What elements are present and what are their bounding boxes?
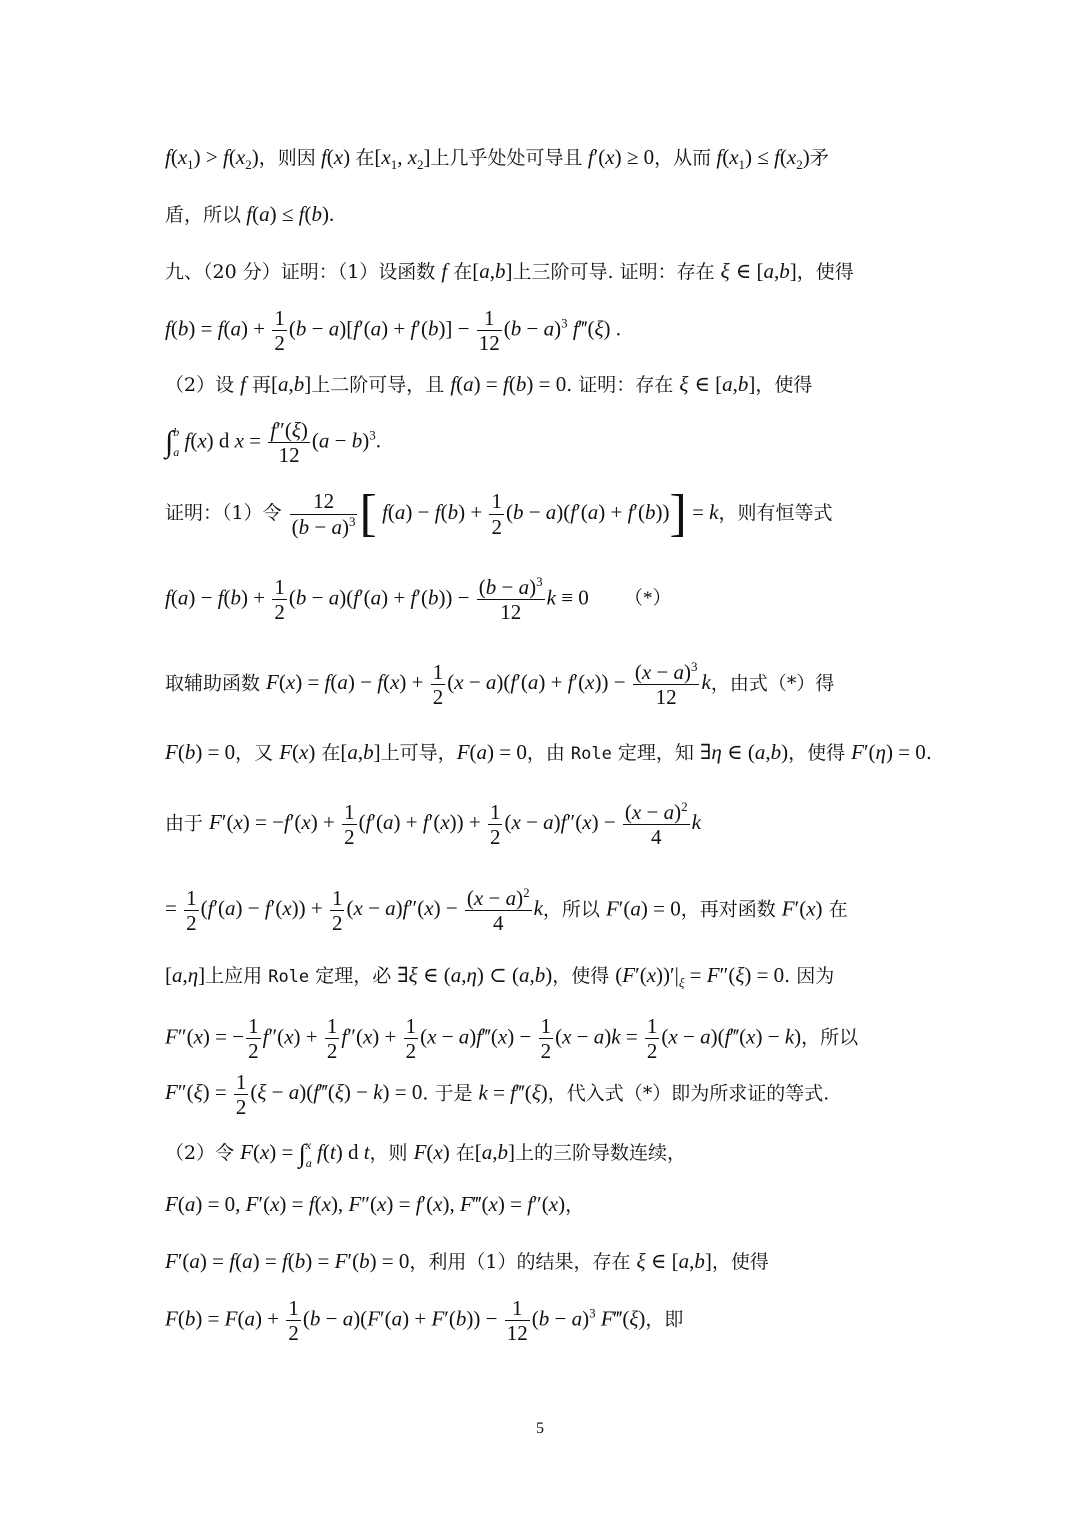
text-line: F(b) = 0，又 F(x) 在[a,b]上可导，F(a) = 0，由 Role 定理，知 ∃η ∈ (a,b)，使得 F′(η) = 0. — [165, 740, 932, 764]
text-line: [a,η]上应用 Role 定理，必 ∃ξ ∈ (a,η) ⊂ (a,b)，使得 $(F'(x))'|_\xi = F''(\xi) = 0$. 因为 — [165, 963, 835, 991]
text-line: F′(a) = f(a) = f(b) = F′(b) = 0，利用（1）的结果，存在 ξ ∈ [a,b]，使得 — [165, 1249, 769, 1273]
page-number: 5 — [536, 1420, 544, 1437]
text-line: = $\frac{1}{2}$ (f′(a) − f′(x)) + $\frac{1}{2}$ (x − a)f″(x) − $\frac{(x - a)^2}{4}$ k，所以 F′(a) = 0，再对函数 F′(x) 在 — [165, 885, 848, 936]
formula-line: ∫b a f(x) d x = $\frac{f''(\xi)}{12}$ $(a - b)^3$. — [165, 418, 381, 468]
formula-line: f(a) − f(b) + $\frac{1}{2}$ (b − a)(f′(a) + f′(b)) − $\frac{(b - a)^3}{12}$ k ≡ 0 （*） — [165, 574, 672, 625]
text-line: F″(ξ) = $\frac{1}{2}$ (ξ − a)(f‴(ξ) − k) = 0. 于是 k = f‴(ξ)，代入式（*）即为所求证的等式. — [165, 1070, 830, 1120]
text-line: （2）令 F(x) = ∫x a f(t) d t，则 F(x) 在[a,b]上的三阶导数连续， — [165, 1138, 687, 1170]
text-line: 盾，所以 f(a) ≤ f(b). — [165, 202, 335, 226]
formula-line: f(b) = f(a) + $\frac{1}{2}$ (b − a)[f′(a) + f′(b)] − $\frac{1}{12}$ $(b - a)^3$ f‴(ξ) . — [165, 306, 621, 356]
formula-line: F″(x) = − $\frac{1}{2}$ f″(x) + $\frac{1}{2}$ f″(x) + $\frac{1}{2}$ (x − a)f‴(x) − $\frac{1}{2}$ (x − a)k = $\frac{1}{2}$ (x − a)(f‴(x) − k)，所以 — [165, 1014, 859, 1064]
text-line: 取辅助函数 F(x) = f(a) − f(x) + $\frac{1}{2}$ (x − a)(f′(a) + f′(x)) − $\frac{(x - a)^3}{12}$ k，由式（*）得 — [165, 659, 835, 710]
formula-line: F(b) = F(a) + $\frac{1}{2}$ (b − a)(F′(a) + F′(b)) − $\frac{1}{12}$ $(b - a)^3$ F‴(ξ)，即 — [165, 1296, 684, 1346]
text-line: （2）设 f 再[a,b]上二阶可导，且 f(a) = f(b) = 0. 证明：存在 ξ ∈ [a,b]，使得 — [165, 372, 813, 396]
text-line: $f(x_1) > f(x_2)$，则因 f(x) 在[$x_1$, $x_2$]上几乎处处可导且 f′(x) ≥ 0，从而 $f(x_1) \le f(x_2)$矛 — [165, 145, 829, 173]
formula-line: F(a) = 0, F′(x) = f(x), F″(x) = f′(x), F‴(x) = f″(x)， — [165, 1192, 585, 1216]
problem-heading: 九、（20 分）证明：（1）设函数 f 在[a,b]上三阶可导. 证明：存在 ξ ∈ [a,b]，使得 — [165, 259, 854, 283]
text-line: 证明：（1）令 $\frac{12}{(b - a)^3}$ [ f(a) − f(b) + $\frac{1}{2}$ (b − a)(f′(a) + f′(b))] = k，则有恒等式 — [165, 485, 833, 542]
text-line: 由于 F′(x) = −f′(x) + $\frac{1}{2}$ (f′(a) + f′(x)) + $\frac{1}{2}$ (x − a)f″(x) − $\frac{(x - a)^2}{4}$ k — [165, 799, 701, 850]
